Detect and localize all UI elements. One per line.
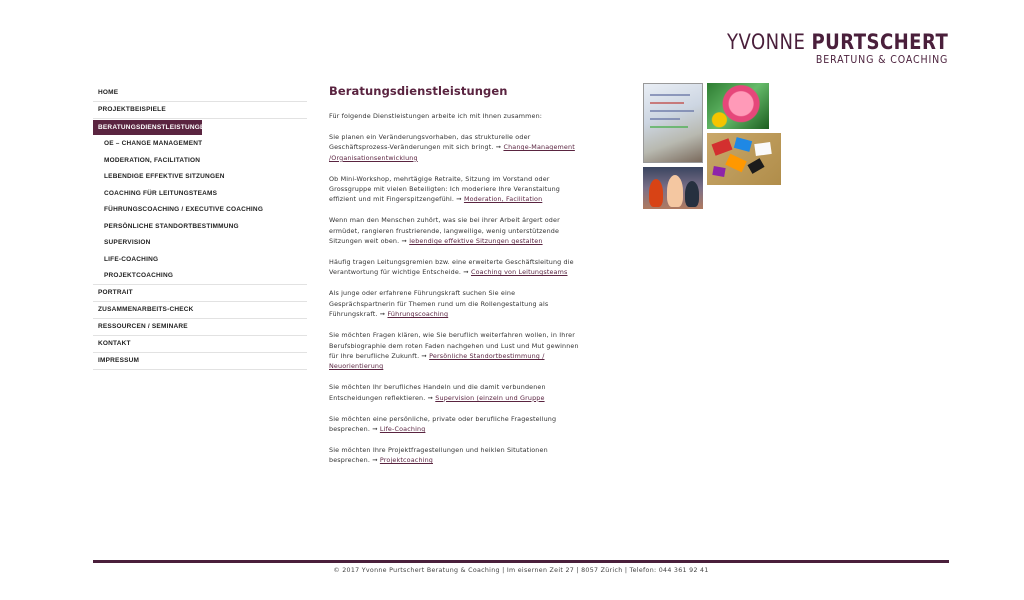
nav-item-home[interactable]: HOME — [93, 85, 307, 102]
service-paragraph — [329, 414, 579, 435]
service-paragraph — [329, 288, 579, 319]
nav-sub-projektcoaching[interactable]: PROJEKTCOACHING — [93, 268, 307, 285]
paragraph-text: Ob Mini-Workshop, mehrtägige Retraite, Sitzung im Vorstand oder Grossgruppe mit vielen Beteiligten: Ich moderiere Ihre Veranstaltung effizient und mit Fingerspitzengefühl. ➞ — [329, 174, 561, 204]
service-paragraph — [329, 382, 579, 403]
service-paragraph — [329, 215, 579, 246]
service-paragraph — [329, 132, 579, 163]
nav-sub-leitungsteams[interactable]: COACHING FÜR LEITUNGSTEAMS — [104, 189, 218, 197]
footer-divider — [93, 560, 949, 563]
nav-item-impressum[interactable]: IMPRESSUM — [93, 353, 307, 370]
nav-item-portrait[interactable]: PORTRAIT — [93, 285, 307, 302]
paragraph-text: Sie möchten Fragen klären, wie Sie beruflich weiterfahren wollen, in Ihrer Berufsbiographie dem roten Faden nachgehen und Lust und Mut gewinnen für Ihre berufliche Zukunft. ➞ — [329, 331, 579, 360]
footer-text: © 2017 Yvonne Purtschert Beratung & Coaching | Im eisernen Zeit 27 | 8057 Zürich | Telefon: 044 361 92 41 — [333, 567, 709, 574]
link-supervision[interactable]: Supervision (einzeln und Gruppe — [435, 393, 545, 402]
service-paragraph — [329, 330, 579, 372]
nav-sub-supervision[interactable]: SUPERVISION — [104, 239, 151, 246]
nav-item-beratungsdienstleistungen[interactable]: BERATUNGSDIENSTLEISTUNGEN — [93, 120, 202, 135]
site-logo[interactable] — [691, 31, 948, 66]
nav-sub-change-management[interactable]: OE – CHANGE MANAGEMENT — [104, 140, 203, 147]
nav-sub-moderation[interactable]: MODERATION, FACILITATION — [104, 156, 201, 164]
photo-cards[interactable] — [707, 133, 781, 185]
link-leitungsteams[interactable]: Coaching von Leitungsteams — [470, 268, 568, 277]
nav-item-zusammenarbeits-check[interactable]: ZUSAMMENARBEITS-CHECK — [93, 302, 307, 319]
service-paragraph — [329, 445, 579, 466]
paragraph-text: Wenn man den Menschen zuhört, was sie bei ihrer Arbeit ärgert oder ermüdet, rangieren frustrierende, langweilige, wenig unterstützende Sitzungen weit oben. ➞ — [329, 216, 560, 246]
link-moderation[interactable]: Moderation, Facilitation — [463, 195, 543, 204]
nav-item-ressourcen[interactable]: RESSOURCEN / SEMINARE — [93, 319, 307, 336]
logo-name-first: YVONNE — [726, 30, 812, 54]
nav-sub-standortbestimmung[interactable]: PERSÖNLICHE STANDORTBESTIMMUNG — [104, 222, 239, 230]
nav-sub-sitzungen[interactable]: LEBENDIGE EFFEKTIVE SITZUNGEN — [104, 173, 225, 180]
service-paragraph — [329, 174, 579, 205]
page-title: Beratungsdienstleistungen — [329, 84, 508, 98]
nav-sub-fuehrungscoaching[interactable]: FÜHRUNGSCOACHING / EXECUTIVE COACHING — [104, 206, 264, 213]
main-content — [329, 84, 579, 476]
paragraph-text: Sie möchten eine persönliche, private oder berufliche Fragestellung besprechen. ➞ — [329, 414, 557, 433]
paragraph-text: Häufig tragen Leitungsgremien bzw. eine erweiterte Geschäftsleitung die Verantwortung für wichtige Entscheide. ➞ — [329, 258, 574, 277]
logo-tagline: BERATUNG & COACHING — [815, 53, 948, 66]
logo-name-last: PURTSCHERT — [811, 30, 948, 54]
paragraph-text: Als junge oder erfahrene Führungskraft suchen Sie eine Gesprächspartnerin für Themen rund um die Rollengestaltung als Führungskraft. ➞ — [329, 289, 549, 319]
logo-name — [727, 31, 948, 53]
nav-item-projektbeispiele[interactable]: PROJEKTBEISPIELE — [93, 102, 307, 119]
link-sitzungen[interactable]: lebendige effektive Sitzungen gestalten — [409, 237, 543, 246]
link-life-coaching[interactable]: Life-Coaching — [379, 424, 426, 433]
link-standortbestimmung[interactable]: Persönliche Standortbestimmung / Neuorientierung — [329, 351, 545, 371]
sidebar-nav — [93, 85, 307, 370]
link-fuehrungscoaching[interactable]: Führungscoaching — [387, 310, 449, 319]
photo-flipchart[interactable] — [643, 83, 703, 163]
nav-sub-life-coaching[interactable]: LIFE-COACHING — [104, 255, 159, 263]
paragraph-text: Sie möchten Ihre Projektfragestellungen und heiklen Situtationen besprechen. ➞ — [329, 445, 548, 465]
paragraph-text: Sie planen ein Veränderungsvorhaben, das strukturelle oder Geschäftsprozess-Veränderungen mit sich bringt. ➞ — [329, 132, 531, 152]
photo-flower[interactable] — [707, 83, 769, 129]
link-change-management[interactable]: Change-Management /Organisationsentwicklung — [329, 143, 575, 162]
link-projektcoaching[interactable]: Projektcoaching — [379, 456, 433, 465]
paragraph-text: Sie möchten Ihr berufliches Handeln und die damit verbundenen Entscheidungen reflektieren. ➞ — [329, 383, 546, 402]
intro-text: Für folgende Dienstleistungen arbeite ich mit Ihnen zusammen: — [329, 112, 543, 120]
nav-item-kontakt[interactable]: KONTAKT — [93, 336, 307, 353]
photo-gallery — [643, 83, 783, 213]
photo-workshop[interactable] — [643, 167, 703, 209]
service-paragraph — [329, 257, 579, 278]
